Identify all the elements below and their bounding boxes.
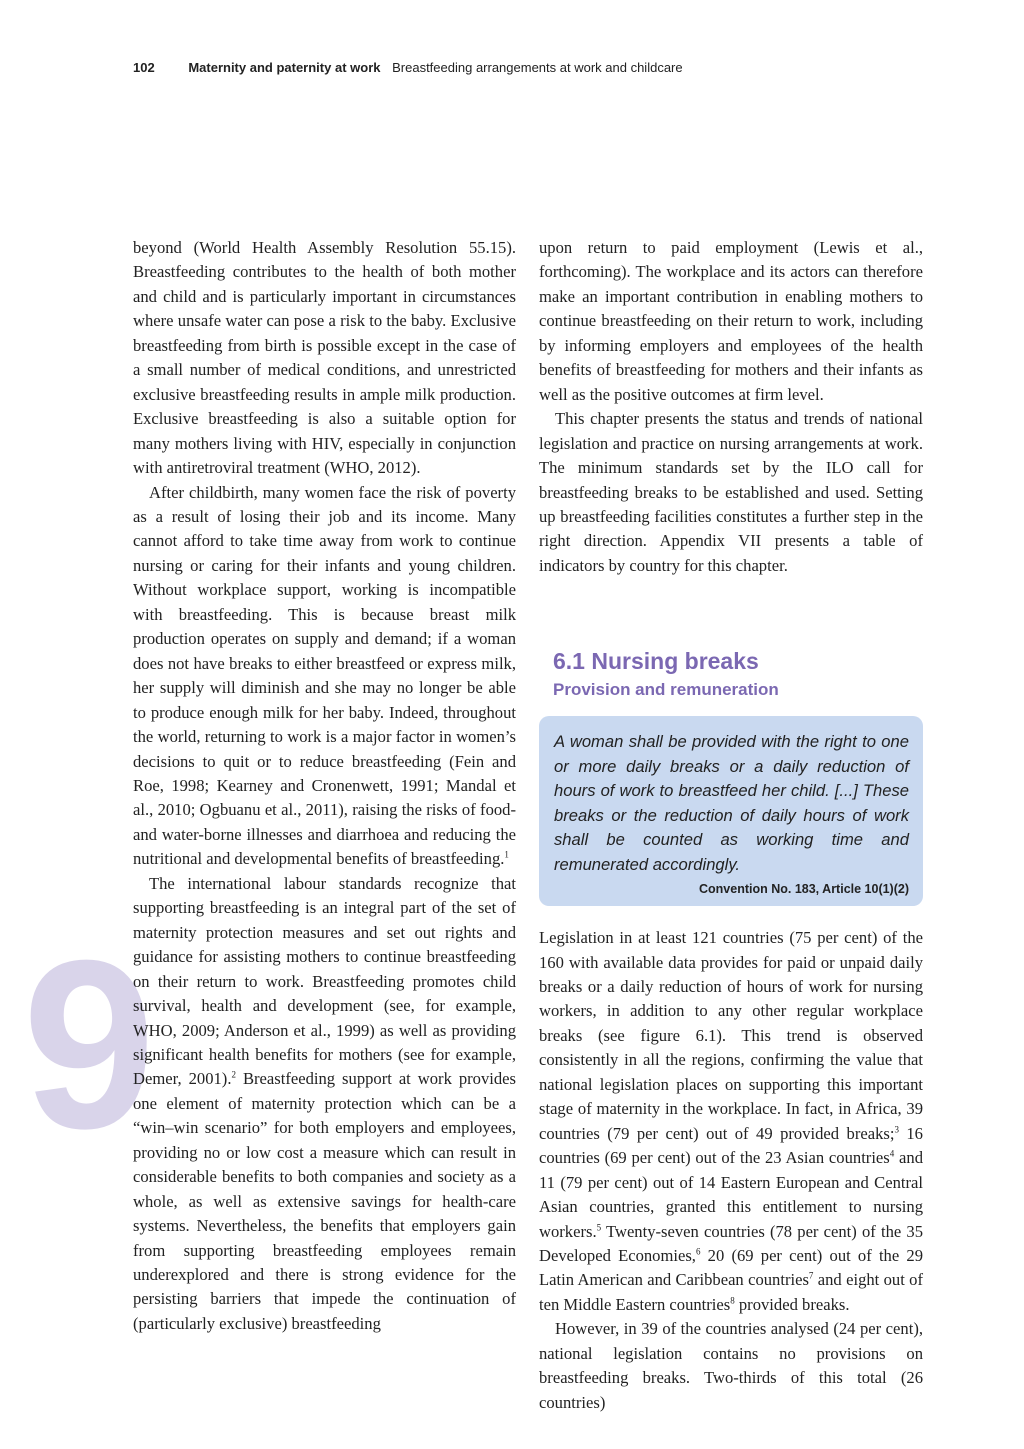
footnote-ref: 5	[596, 1221, 602, 1232]
body-paragraph: However, in 39 of the countries analysed (24 per cent), national legislation contains no provisions on breastfeeding breaks. Two-thirds of this total (26 countries)	[539, 1319, 923, 1412]
left-column	[133, 236, 516, 1336]
footnote-ref: 8	[730, 1295, 735, 1306]
footnote-ref: 4	[889, 1148, 895, 1159]
body-paragraph: After childbirth, many women face the risk of poverty as a result of losing their job and its income. Many cannot afford to take time away from work to continue nursing or caring for their infants and young children. Without workplace support, working is incompatible with breastfeeding. This is because breast milk production operates on supply and demand; if a woman does not have breaks to either breastfeed or express milk, her supply will diminish and she may no longer be able to produce enough milk for her baby. Indeed, throughout the world, returning to work is a major factor in women’s decisions to quit or to reduce breastfeeding (Fein and Roe, 1998; Kearney and Cronenwett, 1991; Mandal et al., 2010; Ogbuanu et al., 2011), raising the risks of food- and water-borne illnesses and diarrhoea and reducing the nutritional and developmental benefits of breastfeeding.$^1$	[133, 482, 516, 869]
body-paragraph: upon return to paid employment (Lewis et al., forthcoming). The workplace and its actors can therefore make an important contribution in enabling mothers to continue breastfeeding on their return to work, including by informing employers and employees of the health benefits of breastfeeding for mothers and their infants as well as the positive outcomes at firm level.	[539, 238, 923, 404]
footnote-ref: 7	[808, 1270, 814, 1281]
page-number: 102	[133, 60, 155, 75]
quote-source: Convention No. 183, Article 10(1)(2)	[699, 882, 909, 897]
section-subheading: Provision and remuneration	[553, 680, 779, 700]
body-paragraph: Legislation in at least 121 countries (75 per cent) of the 160 with available data provides for paid or unpaid daily breaks or a daily reduction of hours of work for nursing workers, in addition to any other regular workplace breaks (see figure 6.1). This trend is observed consistently in all the regions, confirming the value that national legislation places on supporting this important stage of maternity in the workplace. In fact, in Africa, 39 countries (79 per cent) out of 49 provided breaks;$^3$ 16 countries (69 per cent) out of the 23 Asian countries$^4$ and 11 (79 per cent) out of 14 Eastern European and Central Asian countries, granted this entitlement to nursing workers.$^5$ Twenty-seven countries (78 per cent) of the 35 Developed Economies,$^6$ 20 (69 per cent) out of the 29 Latin American and Caribbean countries$^7$ and eight out of ten Middle Eastern countries$^8$ provided breaks.	[539, 928, 924, 1314]
convention-quote-box	[539, 716, 923, 906]
section-heading: 6.1 Nursing breaks	[553, 648, 759, 675]
footnote-ref: 3	[894, 1124, 899, 1135]
footnote-ref: 1	[504, 849, 509, 860]
footnote-ref: 2	[231, 1069, 236, 1080]
chapter-marker: 6	[22, 911, 156, 1179]
book-title: Maternity and paternity at work	[188, 60, 381, 75]
footnote-ref: 6	[695, 1246, 701, 1257]
body-paragraph: This chapter presents the status and trends of national legislation and practice on nursing arrangements at work. The minimum standards set by the ILO call for breastfeeding breaks to be established and used. Setting up breastfeeding facilities constitutes a further step in the right direction. Appendix VII presents a table of indicators by country for this chapter.	[539, 409, 923, 575]
body-paragraph: beyond (World Health Assembly Resolution 55.15). Breastfeeding contributes to the health of both mother and child and is particularly important in circumstances where unsafe water can pose a risk to the baby. Exclusive breastfeeding from birth is possible except in the case of a small number of medical conditions, and unrestricted exclusive breastfeeding results in ample milk production. Exclusive breastfeeding is also a suitable option for many mothers living with HIV, especially in conjunction with antiretroviral treatment (WHO, 2012).	[133, 238, 516, 478]
running-header	[133, 60, 683, 75]
chapter-title: Breastfeeding arrangements at work and childcare	[392, 60, 683, 75]
quote-text: A woman shall be provided with the right to one or more daily breaks or a daily reduction of hours of work to breastfeed her child. [...] These breaks or the reduction of daily hours of work shall be counted as working time and remunerated accordingly.	[554, 732, 909, 874]
right-column	[539, 236, 923, 1415]
body-paragraph: The international labour standards recognize that supporting breastfeeding is an integral part of the set of maternity protection measures and set out rights and guidance for assisting mothers to continue breastfeeding on their return to work. Breastfeeding promotes child survival, health and development (see, for example, WHO, 2009; Anderson et al., 1999) as well as providing significant health benefits for mothers (see for example, Demer, 2001).$^2$ Breastfeeding support at work provides one element of maternity protection which can be a “win–win scenario” for both employers and employees, providing no or low cost a measure which can result in considerable benefits to both companies and society as a whole, as well as extensive savings for health-care systems. Nevertheless, the benefits that employers gain from supporting breastfeeding employees remain underexplored and there is strong evidence for the persisting barriers that impede the continuation of (particularly exclusive) breastfeeding	[133, 873, 516, 1333]
